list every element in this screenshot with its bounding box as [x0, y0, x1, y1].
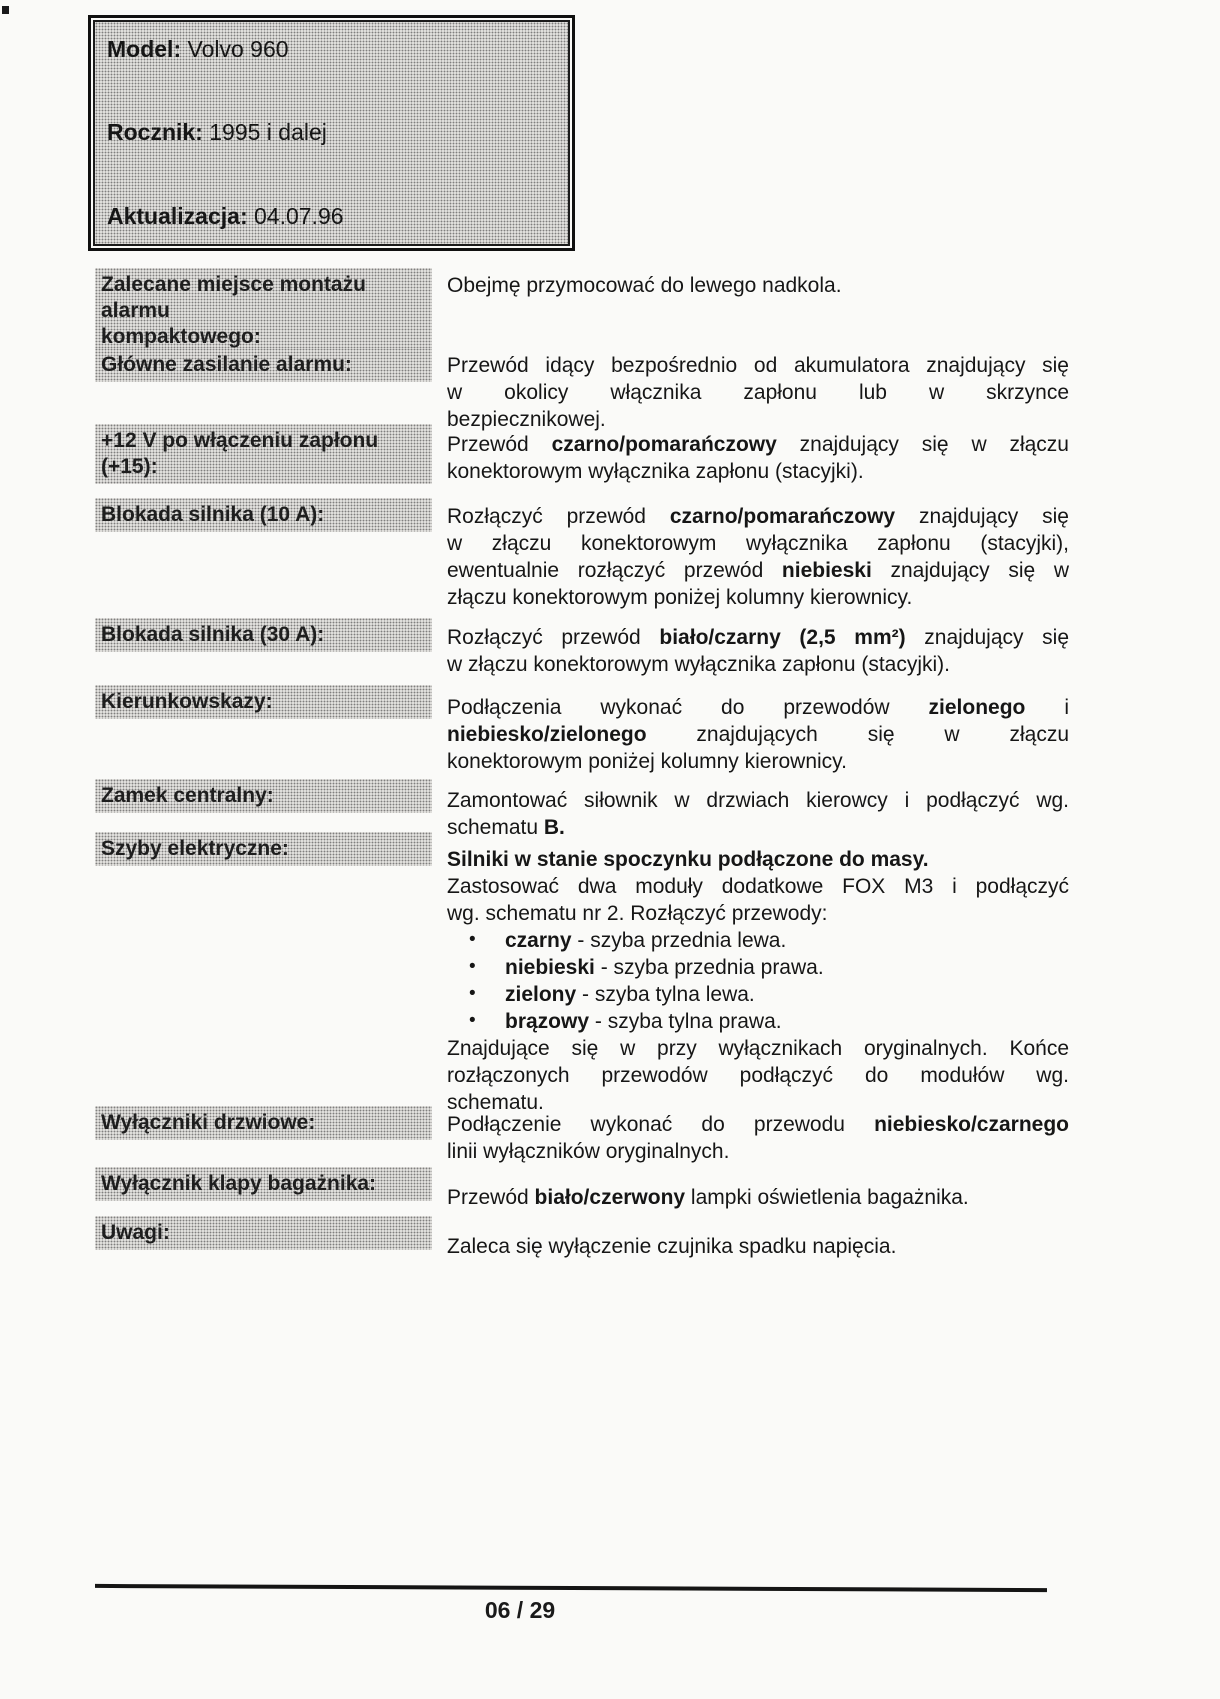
section-label: [95, 498, 432, 532]
text-segment: i: [1025, 696, 1069, 719]
text-segment: schematu.: [447, 1091, 544, 1114]
content-line: [447, 1233, 1069, 1260]
text-segment: Rozłączyć przewód: [447, 505, 670, 528]
content-line: [447, 1138, 1069, 1165]
scan-artifact-dot: [2, 6, 9, 14]
section-label-line: +12 V po włączeniu zapłonu (+15):: [101, 429, 379, 478]
header-field-update: [107, 203, 344, 229]
page-number: 06 / 29: [484, 1597, 556, 1623]
content-line: [447, 787, 1069, 814]
footer-rule: [95, 1584, 1047, 1592]
section-label: [95, 348, 432, 382]
text-segment: złączu konektorowym poniżej kolumny kierownicy.: [447, 586, 913, 609]
field-value: Volvo 960: [187, 36, 289, 62]
text-segment: niebieski: [505, 956, 595, 979]
text-segment: niebieski: [781, 559, 872, 582]
section-label-line: Główne zasilanie alarmu:: [101, 353, 352, 376]
text-segment: Znajdujące się w przy wyłącznikach oryginalnych. Końce: [447, 1037, 1069, 1060]
content-line: [447, 584, 1069, 611]
content-line: [447, 1184, 1069, 1211]
text-segment: - szyba przednia prawa.: [594, 956, 824, 979]
text-segment: B.: [543, 816, 565, 839]
text-segment: - szyba tylna lewa.: [576, 983, 755, 1006]
content-line: [447, 1062, 1069, 1089]
section-content: [447, 431, 1069, 485]
section-label-line: Zamek centralny:: [101, 784, 274, 807]
content-line: [447, 694, 1069, 721]
text-segment: linii wyłączników oryginalnych.: [447, 1140, 730, 1163]
text-segment: Zastosować dwa moduły dodatkowe FOX M3 i podłączyć: [447, 875, 1069, 898]
section-label-line: Blokada silnika (30 A):: [101, 623, 325, 646]
section-content: [447, 624, 1069, 678]
content-line: [447, 748, 1069, 775]
content-line: [447, 927, 1069, 954]
section-content: [447, 503, 1069, 611]
text-segment: lampki oświetlenia bagażnika.: [685, 1186, 969, 1209]
text-segment: Przewód: [447, 1186, 535, 1209]
text-segment: znajdujących się w złączu: [646, 723, 1069, 746]
text-segment: znajdujący się w złączu: [776, 433, 1069, 456]
section-label: [95, 268, 432, 354]
text-segment: w okolicy włącznika zapłonu lub w skrzynce: [447, 381, 1069, 404]
section-label: [95, 1216, 432, 1250]
text-segment: Silniki w stanie spoczynku podłączone do masy.: [447, 848, 929, 871]
content-line: [447, 1035, 1069, 1062]
text-segment: Zaleca się wyłączenie czujnika spadku napięcia.: [447, 1235, 897, 1258]
content-line: [447, 458, 1069, 485]
section-label: [95, 424, 432, 484]
text-segment: zielonego: [928, 696, 1026, 719]
content-line: [447, 721, 1069, 748]
text-segment: w złączu konektorowym wyłącznika zapłonu (stacyjki),: [447, 532, 1069, 555]
content-line: [447, 431, 1069, 458]
text-segment: konektorowym wyłącznika zapłonu (stacyjki).: [447, 460, 864, 483]
content-line: [447, 379, 1069, 406]
text-segment: czarno/pomarańczowy: [669, 505, 896, 528]
text-segment: schematu: [447, 816, 544, 839]
section-content: [447, 787, 1069, 841]
section-label-line: Zalecane miejsce montażu alarmu: [101, 273, 366, 322]
header-field-year: [107, 119, 327, 145]
text-segment: konektorowym poniżej kolumny kierownicy.: [447, 750, 847, 773]
section-label: [95, 1106, 432, 1140]
text-segment: w złączu konektorowym wyłącznika zapłonu (stacyjki).: [447, 653, 951, 676]
content-line: [447, 846, 1069, 873]
text-segment: bezpiecznikowej.: [447, 408, 606, 431]
content-line: [447, 873, 1069, 900]
bullet-icon: •: [469, 1010, 476, 1031]
content-line: [447, 954, 1069, 981]
text-segment: Rozłączyć przewód: [447, 626, 660, 649]
text-segment: rozłączonych przewodów podłączyć do modułów wg.: [447, 1064, 1069, 1087]
text-segment: brązowy: [505, 1010, 590, 1033]
text-segment: Przewód idący bezpośrednio od akumulatora znajdujący się: [447, 354, 1069, 377]
bullet-icon: •: [469, 956, 476, 977]
content-line: [447, 1111, 1069, 1138]
section-label: [95, 779, 432, 813]
content-line: [447, 900, 1069, 927]
bullet-icon: •: [469, 983, 476, 1004]
section-label: [95, 1167, 432, 1201]
text-segment: zielony: [505, 983, 577, 1006]
field-value: 04.07.96: [254, 203, 344, 229]
text-segment: Podłączenie wykonać do przewodu: [447, 1113, 875, 1136]
section-label: [95, 832, 432, 866]
text-segment: biało/czerwony: [534, 1186, 686, 1209]
section-label: [95, 685, 432, 719]
content-line: [447, 624, 1069, 651]
section-label-line: Wyłączniki drzwiowe:: [101, 1111, 316, 1134]
text-segment: Zamontować siłownik w drzwiach kierowcy i podłączyć wg.: [447, 789, 1069, 812]
field-label: Rocznik:: [107, 119, 203, 145]
section-label-line: Blokada silnika (10 A):: [101, 503, 325, 526]
text-segment: - szyba tylna prawa.: [589, 1010, 782, 1033]
field-label: Aktualizacja:: [107, 203, 248, 229]
text-segment: - szyba przednia lewa.: [571, 929, 787, 952]
text-segment: wg. schematu nr 2. Rozłączyć przewody:: [447, 902, 828, 925]
text-segment: Przewód: [447, 433, 552, 456]
section-label-line: Kierunkowskazy:: [101, 690, 273, 713]
header-box: [88, 15, 575, 251]
field-value: 1995 i dalej: [209, 119, 327, 145]
text-segment: biało/czarny (2,5 mm²): [659, 626, 906, 649]
section-content: [447, 272, 1069, 299]
section-label-line: Wyłącznik klapy bagażnika:: [101, 1172, 377, 1195]
section-content: [447, 694, 1069, 775]
text-segment: znajdujący się: [905, 626, 1070, 649]
content-line: [447, 651, 1069, 678]
text-segment: Podłączenia wykonać do przewodów: [447, 696, 929, 719]
content-line: [447, 272, 1069, 299]
section-content: [447, 846, 1069, 1116]
content-line: [447, 406, 1069, 433]
field-label: Model:: [107, 36, 182, 62]
section-content: [447, 1233, 1069, 1260]
section-content: [447, 1184, 1069, 1211]
section-label-line: Uwagi:: [101, 1221, 170, 1244]
section-content: [447, 1111, 1069, 1165]
text-segment: znajdujący się w: [871, 559, 1069, 582]
section-label-line: Szyby elektryczne:: [101, 837, 289, 860]
text-segment: ewentualnie rozłączyć przewód: [447, 559, 782, 582]
text-segment: niebiesko/zielonego: [447, 723, 647, 746]
section-label-line: kompaktowego:: [101, 325, 261, 348]
bullet-icon: •: [469, 929, 476, 950]
content-line: [447, 814, 1069, 841]
text-segment: niebiesko/czarnego: [874, 1113, 1069, 1136]
content-line: [447, 530, 1069, 557]
text-segment: czarny: [505, 929, 572, 952]
section-content: [447, 352, 1069, 433]
section-label: [95, 618, 432, 652]
text-segment: znajdujący się: [895, 505, 1069, 528]
content-line: [447, 503, 1069, 530]
text-segment: czarno/pomarańczowy: [551, 433, 777, 456]
content-line: [447, 352, 1069, 379]
content-line: [447, 1008, 1069, 1035]
header-field-model: [107, 36, 289, 62]
text-segment: Obejmę przymocować do lewego nadkola.: [447, 274, 842, 297]
header-box-inner: [93, 20, 570, 246]
content-line: [447, 557, 1069, 584]
content-line: [447, 981, 1069, 1008]
